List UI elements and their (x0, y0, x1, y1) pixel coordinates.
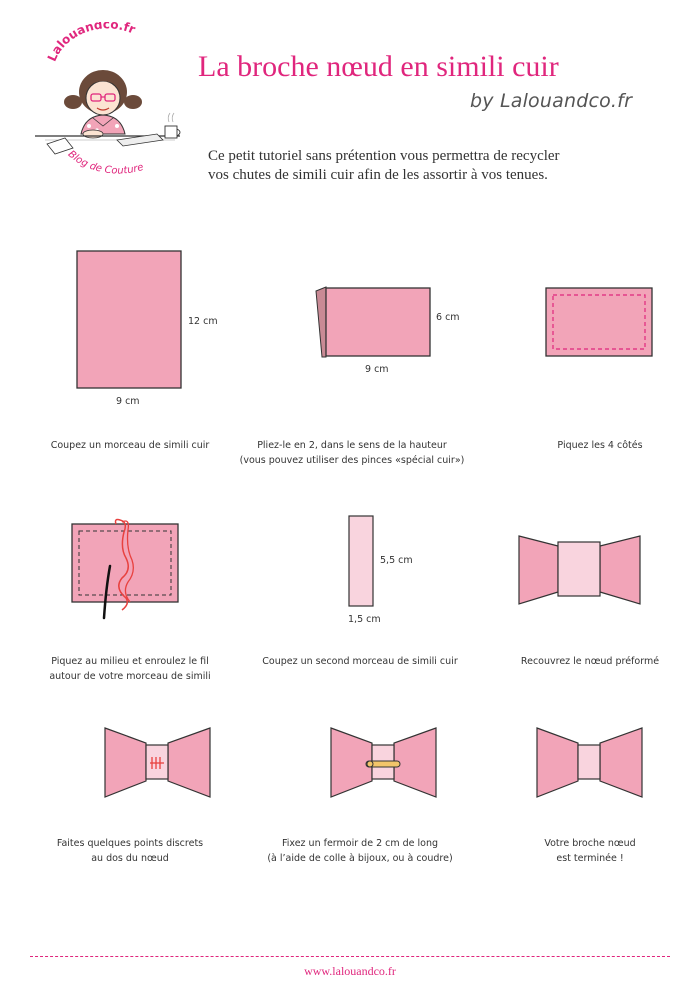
step-2-width-label: 9 cm (365, 364, 389, 375)
caption-line: Coupez un morceau de simili cuir (50, 440, 210, 451)
step-5-illustration (347, 514, 377, 610)
caption-line: (à l’aide de colle à bijoux, ou à coudre) (267, 853, 453, 864)
step-6-caption (490, 654, 690, 669)
step-9-caption (500, 836, 680, 866)
footer-website-link[interactable]: www.lalouandco.fr (304, 964, 396, 978)
author-byline: by Lalouandco.fr (470, 90, 633, 112)
logo-tagline: Blog de Couture (65, 148, 145, 177)
caption-line: Faites quelques points discrets (56, 838, 204, 849)
step-4-caption (30, 654, 230, 684)
caption-line: (vous pouvez utiliser des pinces «spécial cuir») (239, 455, 465, 466)
step-1-height-label: 12 cm (188, 316, 218, 327)
fabric-rectangle-icon (76, 250, 184, 390)
step-2-illustration (312, 283, 434, 361)
svg-text:Blog de Couture (66, 149, 145, 177)
step-1-caption (30, 438, 230, 453)
svg-text:Lalouandco.fr (45, 22, 138, 63)
step-1-width-label: 9 cm (116, 396, 140, 407)
caption-line: Votre broche nœud (544, 838, 636, 849)
narrow-strip-icon (347, 514, 377, 610)
blog-logo[interactable] (25, 22, 190, 197)
step-3-illustration (545, 287, 657, 359)
caption-line: Recouvrez le nœud préformé (520, 656, 660, 667)
step-2-caption (232, 438, 472, 468)
intro-line: vos chutes de simili cuir afin de les assortir à vos tenues. (208, 167, 548, 183)
step-5-height-label: 5,5 cm (380, 555, 413, 566)
caption-line: Pliez-le en 2, dans le sens de la hauteur (257, 440, 447, 451)
caption-line: Fixez un fermoir de 2 cm de long (281, 838, 439, 849)
step-2-height-label: 6 cm (436, 312, 460, 323)
caption-line: est terminée ! (556, 853, 624, 864)
step-5-width-label: 1,5 cm (348, 614, 381, 625)
caption-line: Piquez les 4 côtés (557, 440, 643, 451)
caption-line: autour de votre morceau de simili (49, 671, 211, 682)
illustrator-girl-icon (25, 22, 190, 197)
step-7-caption (30, 836, 230, 866)
step-6-illustration (516, 532, 644, 610)
step-7-illustration (102, 725, 214, 801)
step-3-caption (510, 438, 690, 453)
step-8-illustration (328, 725, 440, 801)
page-title: La broche nœud en simili cuir (198, 50, 559, 83)
thread-wrapping-icon (70, 518, 190, 623)
caption-line: Coupez un second morceau de simili cuir (262, 656, 458, 667)
step-1-illustration (76, 250, 184, 390)
intro-line: Ce petit tutoriel sans prétention vous permettra de recycler (208, 148, 560, 164)
step-9-illustration (534, 725, 646, 801)
brooch-clasp-icon (328, 725, 440, 801)
logo-brand-text: Lalouandco.fr (44, 22, 138, 64)
step-4-illustration (70, 518, 190, 623)
intro-paragraph (208, 147, 648, 185)
step-8-caption (240, 836, 480, 866)
stitched-bow-icon (102, 725, 214, 801)
footer-divider (30, 956, 670, 957)
folded-fabric-icon (312, 283, 434, 361)
step-5-caption (240, 654, 480, 669)
bow-icon (516, 532, 644, 610)
caption-line: Piquez au milieu et enroulez le fil (51, 656, 209, 667)
caption-line: au dos du nœud (91, 853, 169, 864)
finished-bow-icon (534, 725, 646, 801)
stitched-fabric-icon (545, 287, 657, 359)
